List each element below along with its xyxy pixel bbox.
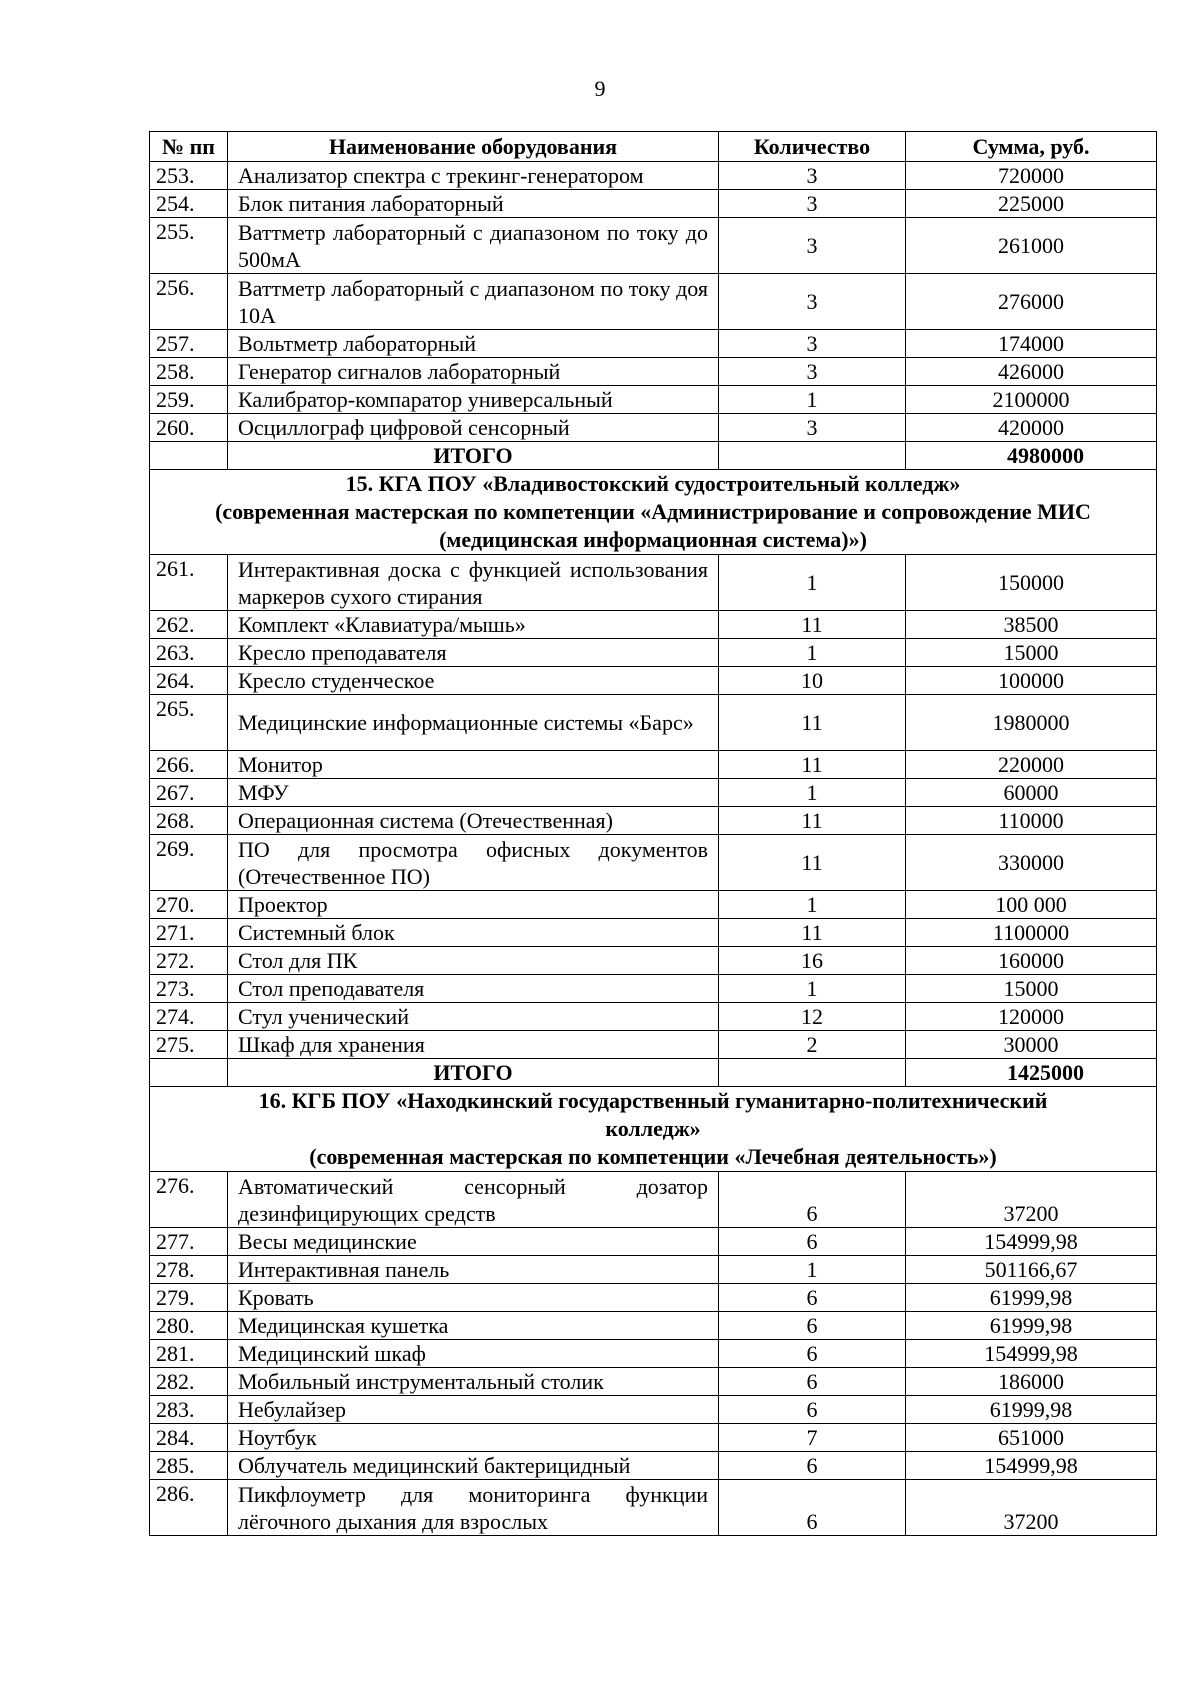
- table-row: [150, 1256, 1157, 1284]
- row-sum: 61999,98: [906, 1396, 1157, 1424]
- row-name: Автоматический сенсорный дозатор дезинфицирующих средств: [228, 1172, 719, 1228]
- row-num: 253.: [150, 162, 228, 190]
- row-name: Стол преподавателя: [228, 975, 719, 1003]
- table-row: [150, 1396, 1157, 1424]
- header-qty: Количество: [719, 132, 906, 162]
- row-num: 263.: [150, 639, 228, 667]
- row-name: Монитор: [228, 751, 719, 779]
- row-num: 278.: [150, 1256, 228, 1284]
- row-sum: 100 000: [906, 891, 1157, 919]
- row-num: 264.: [150, 667, 228, 695]
- row-name: Системный блок: [228, 919, 719, 947]
- row-sum: 330000: [906, 835, 1157, 891]
- table-row: [150, 835, 1157, 891]
- row-qty: 6: [719, 1172, 906, 1228]
- row-sum: 420000: [906, 414, 1157, 442]
- row-num: 260.: [150, 414, 228, 442]
- row-qty: 6: [719, 1228, 906, 1256]
- header-name: Наименование оборудования: [228, 132, 719, 162]
- row-qty: 3: [719, 218, 906, 274]
- row-qty: 10: [719, 667, 906, 695]
- section-title: колледж»: [605, 1116, 701, 1141]
- table-row: [150, 1452, 1157, 1480]
- row-qty: 6: [719, 1340, 906, 1368]
- total-sum: 1425000: [906, 1059, 1157, 1087]
- table-row: [150, 695, 1157, 751]
- row-name: Ваттметр лабораторный с диапазоном по току доя 10А: [228, 274, 719, 330]
- row-qty: 11: [719, 919, 906, 947]
- table-row: [150, 1368, 1157, 1396]
- row-name: Вольтметр лабораторный: [228, 330, 719, 358]
- table-row: [150, 1003, 1157, 1031]
- row-name: Калибратор-компаратор универсальный: [228, 386, 719, 414]
- table-row: [150, 891, 1157, 919]
- section-subtitle: (современная мастерская по компетенции «Лечебная деятельность»): [309, 1144, 997, 1169]
- total-qty-cell: [719, 1059, 906, 1087]
- section-subtitle: (медицинская информационная система)»): [439, 527, 867, 552]
- row-qty: 1: [719, 779, 906, 807]
- table-row: [150, 386, 1157, 414]
- row-num: 282.: [150, 1368, 228, 1396]
- row-qty: 6: [719, 1452, 906, 1480]
- row-qty: 3: [719, 330, 906, 358]
- row-qty: 1: [719, 555, 906, 611]
- row-qty: 1: [719, 386, 906, 414]
- total-num-cell: [150, 442, 228, 470]
- table-row: [150, 1480, 1157, 1536]
- row-name: Комплект «Клавиатура/мышь»: [228, 611, 719, 639]
- row-sum: 426000: [906, 358, 1157, 386]
- row-name: Анализатор спектра с трекинг-генератором: [228, 162, 719, 190]
- row-num: 280.: [150, 1312, 228, 1340]
- total-label: ИТОГО: [228, 442, 719, 470]
- equipment-table: [149, 131, 1157, 1536]
- row-num: 283.: [150, 1396, 228, 1424]
- row-name: МФУ: [228, 779, 719, 807]
- row-qty: 3: [719, 358, 906, 386]
- row-sum: 160000: [906, 947, 1157, 975]
- table-row: [150, 639, 1157, 667]
- row-name: Интерактивная доска с функцией использования маркеров сухого стирания: [228, 555, 719, 611]
- row-sum: 220000: [906, 751, 1157, 779]
- table-row: [150, 975, 1157, 1003]
- row-num: 262.: [150, 611, 228, 639]
- row-num: 258.: [150, 358, 228, 386]
- table-row: [150, 1424, 1157, 1452]
- row-name: Весы медицинские: [228, 1228, 719, 1256]
- row-qty: 6: [719, 1480, 906, 1536]
- section-title: 15. КГА ПОУ «Владивостокский судостроительный колледж»: [345, 471, 961, 496]
- row-qty: 11: [719, 835, 906, 891]
- row-name: Ноутбук: [228, 1424, 719, 1452]
- row-name: Медицинский шкаф: [228, 1340, 719, 1368]
- row-name: Пикфлоуметр для мониторинга функции лёгочного дыхания для взрослых: [228, 1480, 719, 1536]
- row-sum: 154999,98: [906, 1452, 1157, 1480]
- total-qty-cell: [719, 442, 906, 470]
- row-name: Кровать: [228, 1284, 719, 1312]
- header-sum: Сумма, руб.: [906, 132, 1157, 162]
- row-num: 267.: [150, 779, 228, 807]
- row-sum: 276000: [906, 274, 1157, 330]
- row-name: Мобильный инструментальный столик: [228, 1368, 719, 1396]
- section-heading: [150, 1087, 1157, 1172]
- table-header-row: [150, 132, 1157, 162]
- page-number: 9: [594, 76, 606, 101]
- row-qty: 6: [719, 1284, 906, 1312]
- total-num-cell: [150, 1059, 228, 1087]
- table-row: [150, 807, 1157, 835]
- row-sum: 501166,67: [906, 1256, 1157, 1284]
- row-sum: 110000: [906, 807, 1157, 835]
- row-name: Кресло студенческое: [228, 667, 719, 695]
- row-name: Ваттметр лабораторный с диапазоном по току до 500мА: [228, 218, 719, 274]
- row-name: Медицинская кушетка: [228, 1312, 719, 1340]
- row-num: 279.: [150, 1284, 228, 1312]
- row-sum: 37200: [906, 1480, 1157, 1536]
- row-sum: 261000: [906, 218, 1157, 274]
- section-heading-row: [150, 1087, 1157, 1172]
- row-num: 274.: [150, 1003, 228, 1031]
- row-qty: 11: [719, 807, 906, 835]
- table-row: [150, 751, 1157, 779]
- table-row: [150, 1228, 1157, 1256]
- table-row: [150, 919, 1157, 947]
- table-row: [150, 414, 1157, 442]
- row-sum: 120000: [906, 1003, 1157, 1031]
- section-heading: [150, 470, 1157, 555]
- row-num: 271.: [150, 919, 228, 947]
- row-num: 268.: [150, 807, 228, 835]
- table-row: [150, 667, 1157, 695]
- row-sum: 150000: [906, 555, 1157, 611]
- table-row: [150, 218, 1157, 274]
- row-sum: 154999,98: [906, 1228, 1157, 1256]
- row-name: Проектор: [228, 891, 719, 919]
- table-row: [150, 190, 1157, 218]
- row-qty: 6: [719, 1368, 906, 1396]
- row-sum: 37200: [906, 1172, 1157, 1228]
- row-qty: 12: [719, 1003, 906, 1031]
- total-row: [150, 442, 1157, 470]
- total-sum: 4980000: [906, 442, 1157, 470]
- total-row: [150, 1059, 1157, 1087]
- row-sum: 38500: [906, 611, 1157, 639]
- row-num: 259.: [150, 386, 228, 414]
- row-qty: 1: [719, 891, 906, 919]
- row-name: Шкаф для хранения: [228, 1031, 719, 1059]
- table-row: [150, 330, 1157, 358]
- table-row: [150, 1312, 1157, 1340]
- row-num: 257.: [150, 330, 228, 358]
- row-num: 255.: [150, 218, 228, 274]
- row-num: 284.: [150, 1424, 228, 1452]
- row-sum: 186000: [906, 1368, 1157, 1396]
- row-qty: 1: [719, 639, 906, 667]
- row-sum: 60000: [906, 779, 1157, 807]
- row-qty: 11: [719, 695, 906, 751]
- row-name: Осциллограф цифровой сенсорный: [228, 414, 719, 442]
- row-sum: 1100000: [906, 919, 1157, 947]
- row-qty: 11: [719, 611, 906, 639]
- row-num: 265.: [150, 695, 228, 751]
- row-sum: 61999,98: [906, 1284, 1157, 1312]
- row-num: 275.: [150, 1031, 228, 1059]
- row-sum: 174000: [906, 330, 1157, 358]
- row-name: ПО для просмотра офисных документов (Отечественное ПО): [228, 835, 719, 891]
- row-name: Операционная система (Отечественная): [228, 807, 719, 835]
- row-qty: 1: [719, 1256, 906, 1284]
- row-qty: 3: [719, 274, 906, 330]
- row-num: 285.: [150, 1452, 228, 1480]
- row-sum: 225000: [906, 190, 1157, 218]
- table-row: [150, 779, 1157, 807]
- row-sum: 30000: [906, 1031, 1157, 1059]
- row-qty: 6: [719, 1396, 906, 1424]
- row-qty: 3: [719, 414, 906, 442]
- row-qty: 7: [719, 1424, 906, 1452]
- row-sum: 720000: [906, 162, 1157, 190]
- row-num: 286.: [150, 1480, 228, 1536]
- total-label: ИТОГО: [228, 1059, 719, 1087]
- row-qty: 16: [719, 947, 906, 975]
- row-qty: 6: [719, 1312, 906, 1340]
- row-num: 276.: [150, 1172, 228, 1228]
- table-row: [150, 947, 1157, 975]
- row-sum: 2100000: [906, 386, 1157, 414]
- row-name: Генератор сигналов лабораторный: [228, 358, 719, 386]
- row-num: 256.: [150, 274, 228, 330]
- table-row: [150, 358, 1157, 386]
- row-qty: 3: [719, 162, 906, 190]
- row-sum: 651000: [906, 1424, 1157, 1452]
- section-heading-row: [150, 470, 1157, 555]
- table-row: [150, 1284, 1157, 1312]
- row-num: 273.: [150, 975, 228, 1003]
- table-row: [150, 1031, 1157, 1059]
- table-row: [150, 274, 1157, 330]
- row-qty: 2: [719, 1031, 906, 1059]
- row-qty: 11: [719, 751, 906, 779]
- row-name: Блок питания лабораторный: [228, 190, 719, 218]
- row-sum: 15000: [906, 639, 1157, 667]
- row-name: Интерактивная панель: [228, 1256, 719, 1284]
- section-subtitle: (современная мастерская по компетенции «Администрирование и сопровождение МИС: [215, 499, 1091, 524]
- row-name: Стол для ПК: [228, 947, 719, 975]
- table-row: [150, 555, 1157, 611]
- section-title: 16. КГБ ПОУ «Находкинский государственный гуманитарно-политехнический: [258, 1088, 1048, 1113]
- row-name: Медицинские информационные системы «Барс»: [228, 695, 719, 751]
- row-qty: 3: [719, 190, 906, 218]
- table-row: [150, 1172, 1157, 1228]
- row-sum: 61999,98: [906, 1312, 1157, 1340]
- row-num: 261.: [150, 555, 228, 611]
- row-qty: 1: [719, 975, 906, 1003]
- row-name: Облучатель медицинский бактерицидный: [228, 1452, 719, 1480]
- row-num: 254.: [150, 190, 228, 218]
- row-num: 270.: [150, 891, 228, 919]
- row-num: 281.: [150, 1340, 228, 1368]
- header-num: № пп: [150, 132, 228, 162]
- row-num: 269.: [150, 835, 228, 891]
- row-name: Небулайзер: [228, 1396, 719, 1424]
- row-sum: 1980000: [906, 695, 1157, 751]
- row-num: 277.: [150, 1228, 228, 1256]
- table-row: [150, 611, 1157, 639]
- row-num: 266.: [150, 751, 228, 779]
- row-name: Кресло преподавателя: [228, 639, 719, 667]
- row-sum: 100000: [906, 667, 1157, 695]
- table-row: [150, 1340, 1157, 1368]
- row-sum: 154999,98: [906, 1340, 1157, 1368]
- row-sum: 15000: [906, 975, 1157, 1003]
- row-name: Стул ученический: [228, 1003, 719, 1031]
- row-num: 272.: [150, 947, 228, 975]
- table-row: [150, 162, 1157, 190]
